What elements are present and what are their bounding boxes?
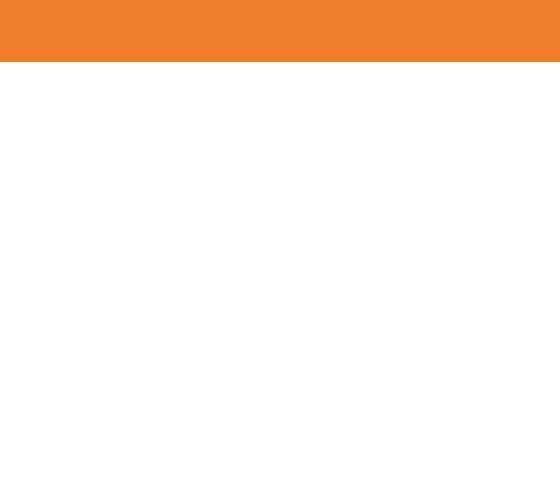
coquimbo-header bbox=[0, 0, 560, 62]
section-title bbox=[0, 0, 200, 62]
